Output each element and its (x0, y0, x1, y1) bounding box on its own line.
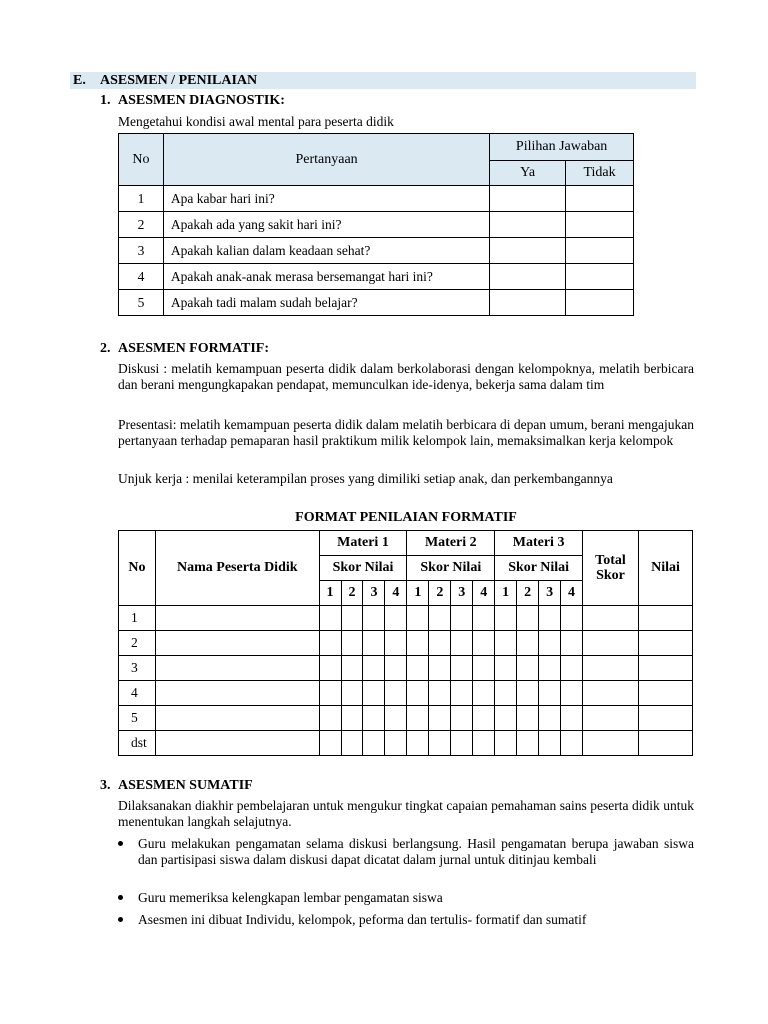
score-cell (407, 706, 429, 731)
list-item (118, 890, 694, 908)
col-tidak-header: Tidak (566, 161, 634, 186)
skor-nilai-header: Skor Nilai (495, 556, 583, 581)
score-cell (319, 656, 341, 681)
score-cell (561, 631, 583, 656)
col-nama-header: Nama Peserta Didik (155, 531, 319, 606)
score-cell (341, 631, 363, 656)
diagnostik-table (118, 133, 634, 316)
score-cell (583, 731, 639, 756)
score-cell (429, 706, 451, 731)
table-row (119, 706, 693, 731)
score-cell (319, 731, 341, 756)
name-cell (155, 706, 319, 731)
formatif-presentasi-text: Presentasi: melatih kemampuan peserta didik dalam melatih berbicara di depan umum, berani mengajukan pertanyaan terhadap pemaparan hasil praktikum milik kelompok lain, memaksimalkan kerja kelompok (118, 417, 694, 448)
score-cell (561, 706, 583, 731)
score-header: 4 (473, 581, 495, 606)
col-no-header: No (119, 134, 164, 186)
score-cell (451, 731, 473, 756)
score-cell (561, 656, 583, 681)
materi-2-header: Materi 2 (407, 531, 495, 556)
bullet-icon (118, 841, 123, 846)
diagnostik-intro: Mengetahui kondisi awal mental para peserta didik (118, 114, 394, 129)
score-cell (429, 631, 451, 656)
score-cell (495, 656, 517, 681)
score-cell (385, 731, 407, 756)
score-cell (363, 706, 385, 731)
score-cell (517, 681, 539, 706)
score-cell (319, 681, 341, 706)
score-cell (495, 681, 517, 706)
score-cell (341, 656, 363, 681)
score-header: 2 (429, 581, 451, 606)
row-no: 4 (119, 681, 156, 706)
score-cell (319, 606, 341, 631)
skor-nilai-header: Skor Nilai (407, 556, 495, 581)
bullet-icon (118, 917, 123, 922)
score-cell (561, 731, 583, 756)
score-cell (407, 681, 429, 706)
score-cell (319, 706, 341, 731)
row-no: 5 (119, 706, 156, 731)
row-question: Apakah anak-anak merasa bersemangat hari ini? (163, 264, 489, 290)
score-cell (517, 706, 539, 731)
score-cell (583, 706, 639, 731)
score-cell (495, 606, 517, 631)
score-cell (385, 606, 407, 631)
table-row (119, 606, 693, 631)
score-cell (407, 731, 429, 756)
score-cell (363, 731, 385, 756)
formatif-heading (100, 341, 500, 359)
name-cell (155, 656, 319, 681)
bullet-icon (118, 895, 123, 900)
score-cell (385, 706, 407, 731)
row-no: 2 (119, 212, 164, 238)
score-cell (451, 606, 473, 631)
answer-tidak-cell (566, 264, 634, 290)
table-row (119, 264, 634, 290)
score-cell (473, 681, 495, 706)
score-cell (363, 656, 385, 681)
answer-tidak-cell (566, 290, 634, 316)
table-row (119, 212, 634, 238)
table-row (119, 290, 634, 316)
row-question: Apa kabar hari ini? (163, 186, 489, 212)
score-cell (583, 606, 639, 631)
score-cell (517, 731, 539, 756)
sumatif-intro: Dilaksanakan diakhir pembelajaran untuk mengukur tingkat capaian pemahaman sains peserta didik untuk menentukan langkah selajutnya. (118, 798, 694, 829)
score-cell (517, 631, 539, 656)
answer-tidak-cell (566, 212, 634, 238)
score-cell (495, 706, 517, 731)
score-cell (539, 631, 561, 656)
row-no: 3 (119, 238, 164, 264)
row-question: Apakah kalian dalam keadaan sehat? (163, 238, 489, 264)
table-row (119, 731, 693, 756)
col-pertanyaan-header: Pertanyaan (163, 134, 489, 186)
col-total-skor-header: Total Skor (583, 531, 639, 606)
score-cell (407, 631, 429, 656)
table-row (119, 631, 693, 656)
col-nilai-header: Nilai (638, 531, 692, 606)
list-item-text: Guru melakukan pengamatan selama diskusi berlangsung. Hasil pengamatan berupa jawaban siswa dan partisipasi siswa dalam diskusi dapat dicatat dalam jurnal untuk ditinjau kembali (138, 836, 694, 867)
list-item-text: Guru memeriksa kelengkapan lembar pengamatan siswa (138, 890, 443, 905)
formatif-table-title: FORMAT PENILAIAN FORMATIF (295, 510, 517, 525)
score-cell (341, 731, 363, 756)
score-cell (341, 681, 363, 706)
section-label: E. (73, 73, 86, 88)
score-cell (473, 656, 495, 681)
score-header: 1 (407, 581, 429, 606)
score-cell (638, 731, 692, 756)
row-no: 1 (119, 606, 156, 631)
score-cell (451, 631, 473, 656)
score-cell (429, 731, 451, 756)
row-question: Apakah ada yang sakit hari ini? (163, 212, 489, 238)
row-no: 1 (119, 186, 164, 212)
formatif-number: 2. (100, 341, 111, 356)
score-cell (473, 706, 495, 731)
list-item (118, 836, 694, 886)
score-header: 3 (451, 581, 473, 606)
row-no: dst (119, 731, 156, 756)
score-cell (539, 656, 561, 681)
score-cell (341, 606, 363, 631)
answer-tidak-cell (566, 186, 634, 212)
answer-ya-cell (490, 290, 566, 316)
score-cell (638, 631, 692, 656)
table-row (119, 656, 693, 681)
score-cell (638, 681, 692, 706)
col-pilihan-header: Pilihan Jawaban (490, 134, 634, 161)
score-cell (407, 606, 429, 631)
score-cell (495, 731, 517, 756)
answer-tidak-cell (566, 238, 634, 264)
formatif-diskusi-text: Diskusi : melatih kemampuan peserta didik dalam berkolaborasi dengan kelompoknya, melatih berbicara dan berani mengungkapakan pendapat, memunculkan ide-idenya, bekerja sama dalam tim (118, 361, 694, 392)
score-cell (539, 706, 561, 731)
score-header: 2 (341, 581, 363, 606)
score-header: 3 (539, 581, 561, 606)
diagnostik-heading (100, 93, 500, 111)
diagnostik-number: 1. (100, 93, 111, 108)
score-cell (407, 656, 429, 681)
sumatif-number: 3. (100, 778, 111, 793)
skor-nilai-header: Skor Nilai (319, 556, 407, 581)
score-cell (517, 606, 539, 631)
score-header: 1 (495, 581, 517, 606)
col-no-header: No (119, 531, 156, 606)
score-cell (473, 631, 495, 656)
score-cell (341, 706, 363, 731)
score-header: 1 (319, 581, 341, 606)
score-cell (429, 681, 451, 706)
score-cell (583, 656, 639, 681)
table-row (119, 681, 693, 706)
score-cell (363, 631, 385, 656)
answer-ya-cell (490, 212, 566, 238)
score-cell (451, 656, 473, 681)
score-cell (385, 681, 407, 706)
score-cell (429, 656, 451, 681)
name-cell (155, 731, 319, 756)
score-cell (539, 731, 561, 756)
section-title: ASESMEN / PENILAIAN (100, 73, 258, 88)
score-cell (363, 681, 385, 706)
score-cell (451, 706, 473, 731)
table-row (119, 238, 634, 264)
name-cell (155, 606, 319, 631)
row-no: 5 (119, 290, 164, 316)
score-header: 2 (517, 581, 539, 606)
score-cell (319, 631, 341, 656)
score-header: 4 (385, 581, 407, 606)
score-cell (451, 681, 473, 706)
materi-3-header: Materi 3 (495, 531, 583, 556)
score-header: 4 (561, 581, 583, 606)
list-item-text: Asesmen ini dibuat Individu, kelompok, peforma dan tertulis- formatif dan sumatif (138, 912, 587, 927)
sumatif-heading (100, 778, 500, 796)
row-no: 3 (119, 656, 156, 681)
materi-1-header: Materi 1 (319, 531, 407, 556)
answer-ya-cell (490, 238, 566, 264)
name-cell (155, 681, 319, 706)
formatif-title: ASESMEN FORMATIF: (118, 341, 270, 356)
score-cell (385, 656, 407, 681)
score-cell (495, 631, 517, 656)
section-header (70, 72, 696, 89)
answer-ya-cell (490, 186, 566, 212)
score-cell (638, 706, 692, 731)
diagnostik-title: ASESMEN DIAGNOSTIK: (118, 93, 285, 108)
score-cell (539, 606, 561, 631)
list-item (118, 912, 694, 930)
row-question: Apakah tadi malam sudah belajar? (163, 290, 489, 316)
formatif-unjuk-kerja-text: Unjuk kerja : menilai keterampilan proses yang dimiliki setiap anak, dan perkembangannya (118, 471, 613, 486)
score-cell (638, 606, 692, 631)
score-cell (561, 681, 583, 706)
score-cell (385, 631, 407, 656)
row-no: 2 (119, 631, 156, 656)
score-cell (429, 606, 451, 631)
score-header: 3 (363, 581, 385, 606)
formatif-table (118, 530, 693, 756)
score-cell (539, 681, 561, 706)
sumatif-title: ASESMEN SUMATIF (118, 778, 253, 793)
score-cell (583, 631, 639, 656)
score-cell (473, 731, 495, 756)
score-cell (583, 681, 639, 706)
table-row (119, 186, 634, 212)
score-cell (638, 656, 692, 681)
answer-ya-cell (490, 264, 566, 290)
score-cell (363, 606, 385, 631)
name-cell (155, 631, 319, 656)
score-cell (473, 606, 495, 631)
score-cell (561, 606, 583, 631)
col-ya-header: Ya (490, 161, 566, 186)
row-no: 4 (119, 264, 164, 290)
score-cell (517, 656, 539, 681)
